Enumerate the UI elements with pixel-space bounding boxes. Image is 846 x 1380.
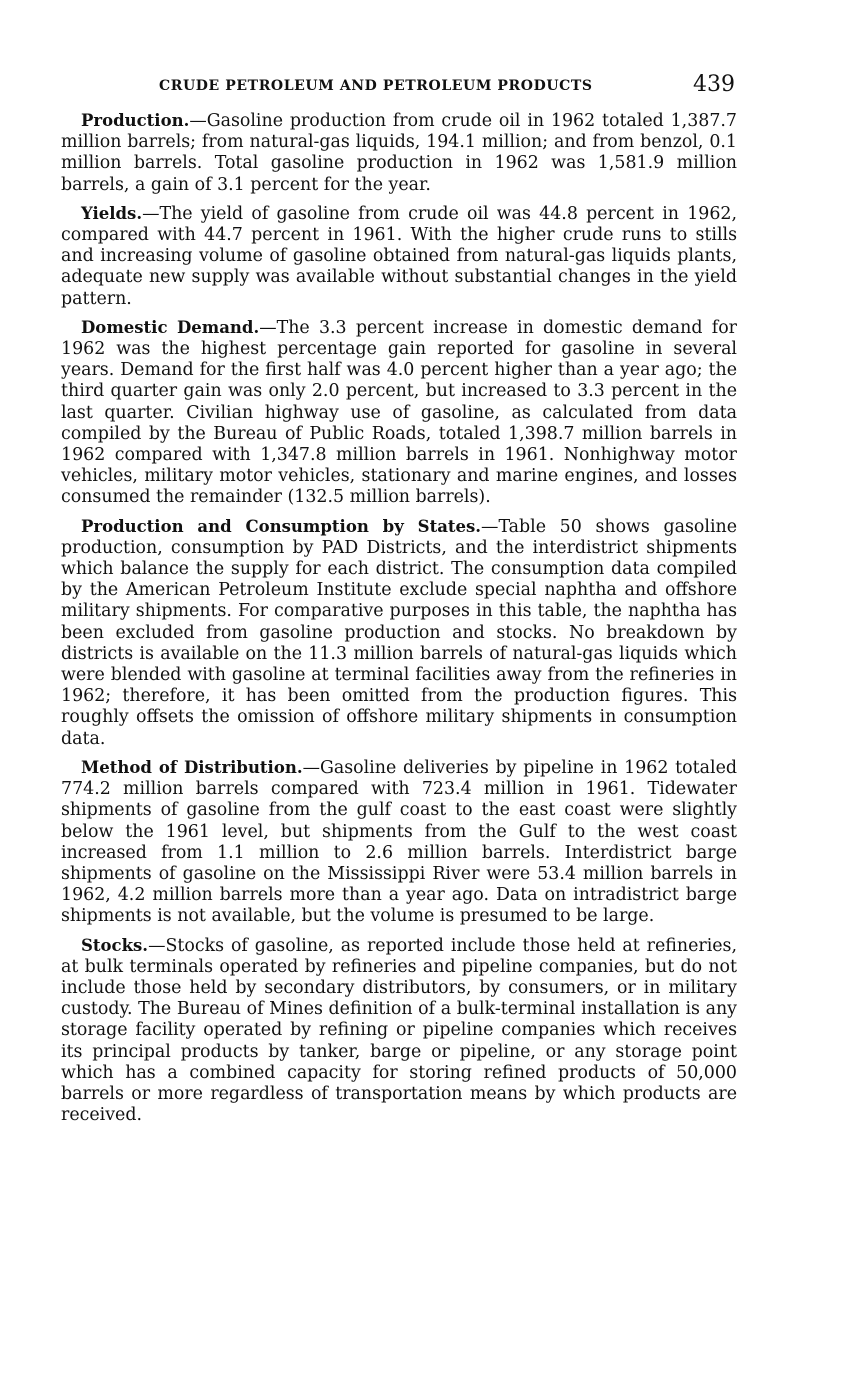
paragraph-heading: Production.: [81, 111, 190, 130]
paragraph-heading: Method of Distribution.: [81, 757, 303, 777]
paragraph-text: —Table 50 shows gasoline production, consumption by PAD Districts, and the interdistrict shipments which balance the supply for each district. The consumption data compiled by the American Petroleum Institute exclude special naphtha and offshore military shipments. For comparative purposes in this table, the naphtha has been excluded from gasoline production and stocks. No breakdown by districts is available on the 11.3 million barrels of natural-gas liquids which were blended with gasoline at terminal facilities away from the refineries in 1962; therefore, it has been omitted from the production figures. This roughly offsets the omission of offshore military shipments in consumption data.: [61, 516, 738, 749]
paragraph-yields: [61, 203, 737, 310]
paragraph-heading: Domestic Demand.: [81, 317, 260, 337]
paragraph-text: —The 3.3 percent increase in domestic demand for 1962 was the highest percentage gain reported for gasoline in several years. Demand for the first half was 4.0 percent higher than a year ago; the third quarter gain was only 2.0 percent, but increased to 3.3 percent in the last quarter. Civilian highway use of gasoline, as calculated from data compiled by the Bureau of Public Roads, totaled 1,398.7 million barrels in 1962 compared with 1,347.8 million barrels in 1961. Nonhighway motor vehicles, military motor vehicles, stationary and marine engines, and losses consumed the remainder (132.5 million barrels).: [61, 317, 737, 508]
running-title: CRUDE PETROLEUM AND PETROLEUM PRODUCTS: [159, 78, 593, 94]
paragraph-production: [61, 110, 737, 196]
paragraph-text: —Gasoline production from crude oil in 1962 totaled 1,387.7 million barrels; from natural-gas liquids, 194.1 million; and from benzol, 0.1 million barrels. Total gasoline production in 1962 was 1,581.9 million barrels, a gain of 3.1 percent for the year.: [61, 111, 737, 195]
paragraph-heading: Production and Consumption by States.: [81, 516, 482, 536]
paragraph-heading: Stocks.: [81, 935, 149, 955]
paragraph-text: —The yield of gasoline from crude oil was 44.8 percent in 1962, compared with 44.7 percent in 1961. With the higher crude runs to stills and increasing volume of gasoline obtained from natural-gas liquids plants, adequate new supply was available without substantial changes in the yield pattern.: [61, 203, 737, 309]
document-page: [61, 72, 737, 1133]
paragraph-text: —Stocks of gasoline, as reported include those held at refineries, at bulk terminals operated by refineries and pipeline companies, but do not include those held by secondary distributors, by consumers, or in military custody. The Bureau of Mines definition of a bulk-terminal installation is any storage facility operated by refining or pipeline companies which receives its principal products by tanker, barge or pipeline, or any storage point which has a combined capacity for storing refined products of 50,000 barrels or more regardless of transportation means by which products are received.: [61, 935, 737, 1126]
running-head: [61, 72, 737, 102]
paragraph-text: —Gasoline deliveries by pipeline in 1962 totaled 774.2 million barrels compared with 723.4 million in 1961. Tidewater shipments of gasoline from the gulf coast to the east coast were slightly below the 1961 level, but shipments from the Gulf to the west coast increased from 1.1 million to 2.6 million barrels. Interdistrict barge shipments of gasoline on the Mississippi River were 53.4 million barrels in 1962, 4.2 million barrels more than a year ago. Data on intradistrict barge shipments is not available, but the volume is presumed to be large.: [61, 757, 737, 927]
paragraph-production-consumption-by-states: [61, 516, 737, 750]
paragraph-method-of-distribution: [61, 757, 737, 928]
paragraph-domestic-demand: [61, 317, 737, 509]
paragraph-stocks: [61, 935, 737, 1127]
page-number: 439: [693, 72, 735, 97]
paragraph-heading: Yields.: [81, 203, 143, 223]
